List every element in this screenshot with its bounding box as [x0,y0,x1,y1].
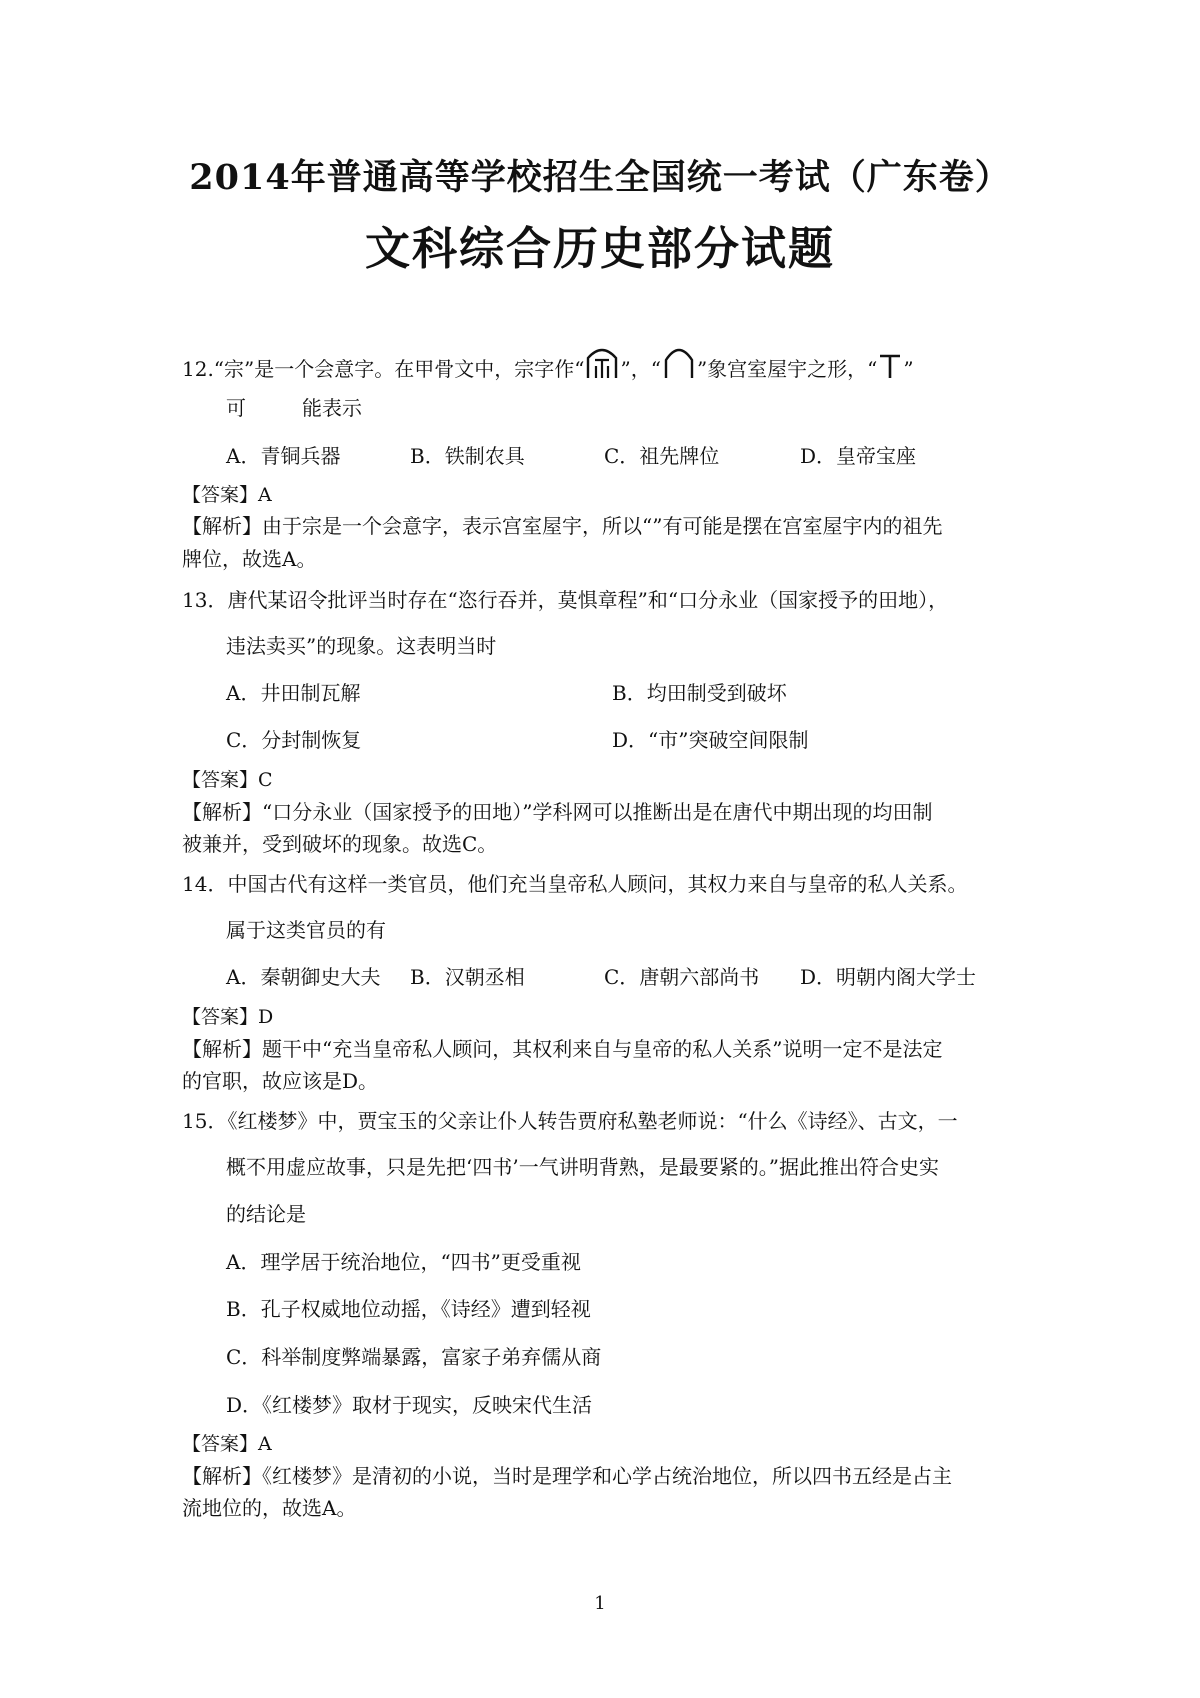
q13-analysis-line1: 【解析】“口分永业（国家授予的田地）”学科网可以推断出是在唐代中期出现的均田制 [182,800,933,824]
q14-option-c: C．唐朝六部尚书 [604,965,760,989]
q14-option-a: A．秦朝御史大夫 [226,965,381,989]
q15-analysis-line2: 流地位的，故选A。 [182,1496,357,1520]
q15-option-b: B．孔子权威地位动摇，《诗经》遭到轻视 [226,1297,591,1321]
q12-option-b: B．铁制农具 [410,444,525,468]
exam-title: 2014年普通高等学校招生全国统一考试（广东卷） [189,157,1011,198]
q12-analysis-line2: 牌位，故选A。 [182,547,317,571]
oracle-roof-glyph-icon [661,346,697,387]
q12-stem-line2a: 可 [226,396,246,420]
q13-option-a: A．井田制瓦解 [226,681,361,705]
q14-answer: 【答案】D [182,1006,274,1028]
q15-option-a: A．理学居于统治地位，“四书”更受重视 [226,1250,581,1274]
q13-analysis-line2: 被兼并，受到破坏的现象。故选C。 [182,832,498,856]
q12-stem-line2b: 能表示 [302,396,362,420]
q14-option-b: B．汉朝丞相 [410,965,525,989]
q15-stem-line2: 概不用虚应故事，只是先把‘四书’一气讲明背熟，是最要紧的。”据此推出符合史实 [226,1155,939,1179]
q15-analysis-line1: 【解析】《红楼梦》是清初的小说，当时是理学和心学占统治地位，所以四书五经是占主 [182,1464,952,1488]
q12-stem-part-a: 12.“宗”是一个会意字。在甲骨文中，宗字作“ [182,357,585,381]
q13-option-d: D．“市”突破空间限制 [612,728,809,752]
q12-stem-part-d: ” [903,357,914,381]
q14-analysis-line2: 的官职，故应该是D。 [182,1069,379,1093]
page-number: 1 [594,1593,606,1614]
q13-stem-line1: 13．唐代某诏令批评当时存在“恣行吞并，莫惧章程”和“口分永业（国家授予的田地）， [182,588,949,612]
q13-stem-line2: 违法卖买”的现象。这表明当时 [226,634,497,658]
q15-stem-line1: 15．《红楼梦》中，贾宝玉的父亲让仆人转告贾府私塾老师说：“什么《诗经》、古文，一 [182,1109,958,1133]
q12-answer: 【答案】A [182,484,272,506]
q14-stem-line1: 14．中国古代有这样一类官员，他们充当皇帝私人顾问，其权力来自与皇帝的私人关系。 [182,872,968,896]
q15-option-c: C．科举制度弊端暴露，富家子弟弃儒从商 [226,1345,602,1369]
q13-option-c: C．分封制恢复 [226,728,362,752]
oracle-zong-glyph-icon [584,346,620,387]
q12-option-a: A．青铜兵器 [226,444,341,468]
exam-subtitle: 文科综合历史部分试题 [364,222,835,275]
q13-answer: 【答案】C [182,769,273,791]
oracle-altar-glyph-icon [877,350,903,387]
q14-analysis-line1: 【解析】题干中“充当皇帝私人顾问，其权利来自与皇帝的私人关系”说明一定不是法定 [182,1037,943,1061]
q14-stem-line2: 属于这类官员的有 [226,918,386,942]
q13-option-b: B．均田制受到破坏 [612,681,787,705]
q14-option-d: D．明朝内阁大学士 [800,965,977,989]
q12-option-c: C．祖先牌位 [604,444,720,468]
q12-stem-line1 [182,346,914,387]
q15-stem-line3: 的结论是 [226,1202,306,1226]
q12-stem-part-b: ”，“ [620,357,661,381]
q12-option-d: D．皇帝宝座 [800,444,917,468]
q15-option-d: D．《红楼梦》取材于现实，反映宋代生活 [226,1393,593,1417]
q12-stem-part-c: ”象宫室屋宇之形，“ [696,357,878,381]
q12-analysis-line1: 【解析】由于宗是一个会意字，表示宫室屋宇，所以“”有可能是摆在宫室屋宇内的祖先 [182,514,943,538]
q15-answer: 【答案】A [182,1433,272,1455]
